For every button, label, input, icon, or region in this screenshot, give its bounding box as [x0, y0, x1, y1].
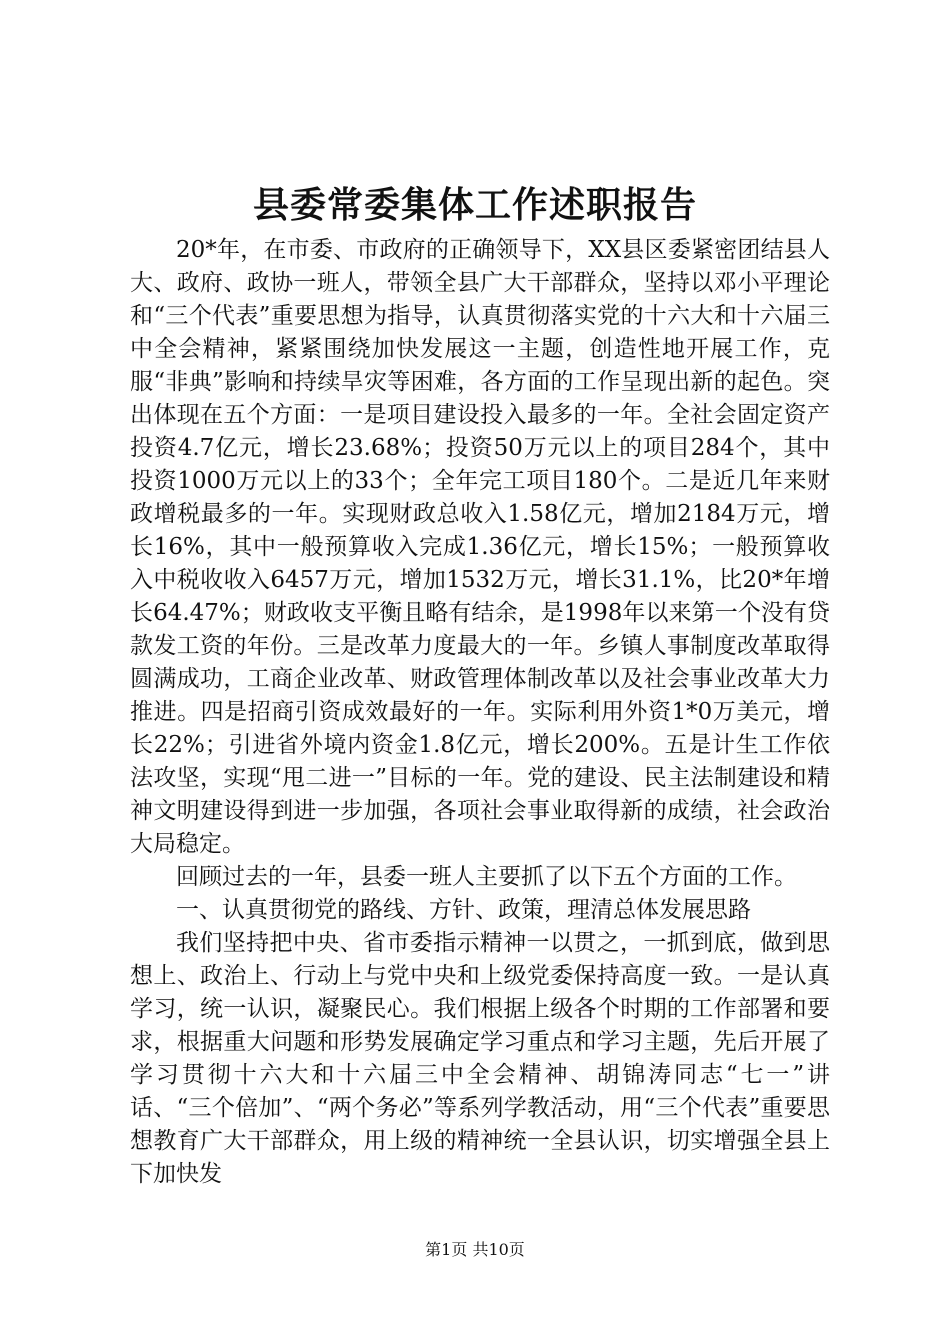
paragraph-section-one: 我们坚持把中央、省市委指示精神一以贯之，一抓到底，做到思想上、政治上、行动上与党中央和上级党委保持高度一致。一是认真学习，统一认识，凝聚民心。我们根据上级各个时期的工作部署和要求，根据重大问题和形势发展确定学习重点和学习主题，先后开展了学习贯彻十六大和十六届三中全会精神、胡锦涛同志“七一”讲话、“三个倍加”、“两个务必”等系列学教活动，用“三个代表”重要思想教育广大干部群众，用上级的精神统一全县认识，切实增强全县上下加快发 [130, 930, 830, 1187]
page-footer: 第1页 共10页 [425, 1240, 525, 1259]
paragraph-review-intro: 回顾过去的一年，县委一班人主要抓了以下五个方面的工作。 [176, 864, 797, 890]
document-body [130, 234, 830, 1191]
document-title: 县委常委集体工作述职报告 [252, 184, 697, 226]
section-heading-one: 一、认真贯彻党的路线、方针、政策，理清总体发展思路 [176, 897, 751, 923]
paragraph-summary: 20*年，在市委、市政府的正确领导下，XX县区委紧密团结县人大、政府、政协一班人，带领全县广大干部群众，坚持以邓小平理论和“三个代表”重要思想为指导，认真贯彻落实党的十六大和十六届三中全会精神，紧紧围绕加快发展这一主题，创造性地开展工作，克服“非典”影响和持续旱灾等困难，各方面的工作呈现出新的起色。突出体现在五个方面：一是项目建设投入最多的一年。全社会固定资产投资4.7亿元，增长23.68%；投资50万元以上的项目284个，其中投资1000万元以上的33个；全年完工项目180个。二是近几年来财政增税最多的一年。实现财政总收入1.58亿元，增加2184万元，增长16%，其中一般预算收入完成1.36亿元，增长15%；一般预算收入中税收收入6457万元，增加1532万元，增长31.1%，比20*年增长64.47%；财政收支平衡且略有结余，是1998年以来第一个没有贷款发工资的年份。三是改革力度最大的一年。乡镇人事制度改革取得圆满成功，工商企业改革、财政管理体制改革以及社会事业改革大力推进。四是招商引资成效最好的一年。实际利用外资1*0万美元，增长22%；引进省外境内资金1.8亿元，增长200%。五是计生工作依法攻坚，实现“甩二进一”目标的一年。党的建设、民主法制建设和精神文明建设得到进一步加强，各项社会事业取得新的成绩，社会政治大局稳定。 [130, 237, 830, 857]
